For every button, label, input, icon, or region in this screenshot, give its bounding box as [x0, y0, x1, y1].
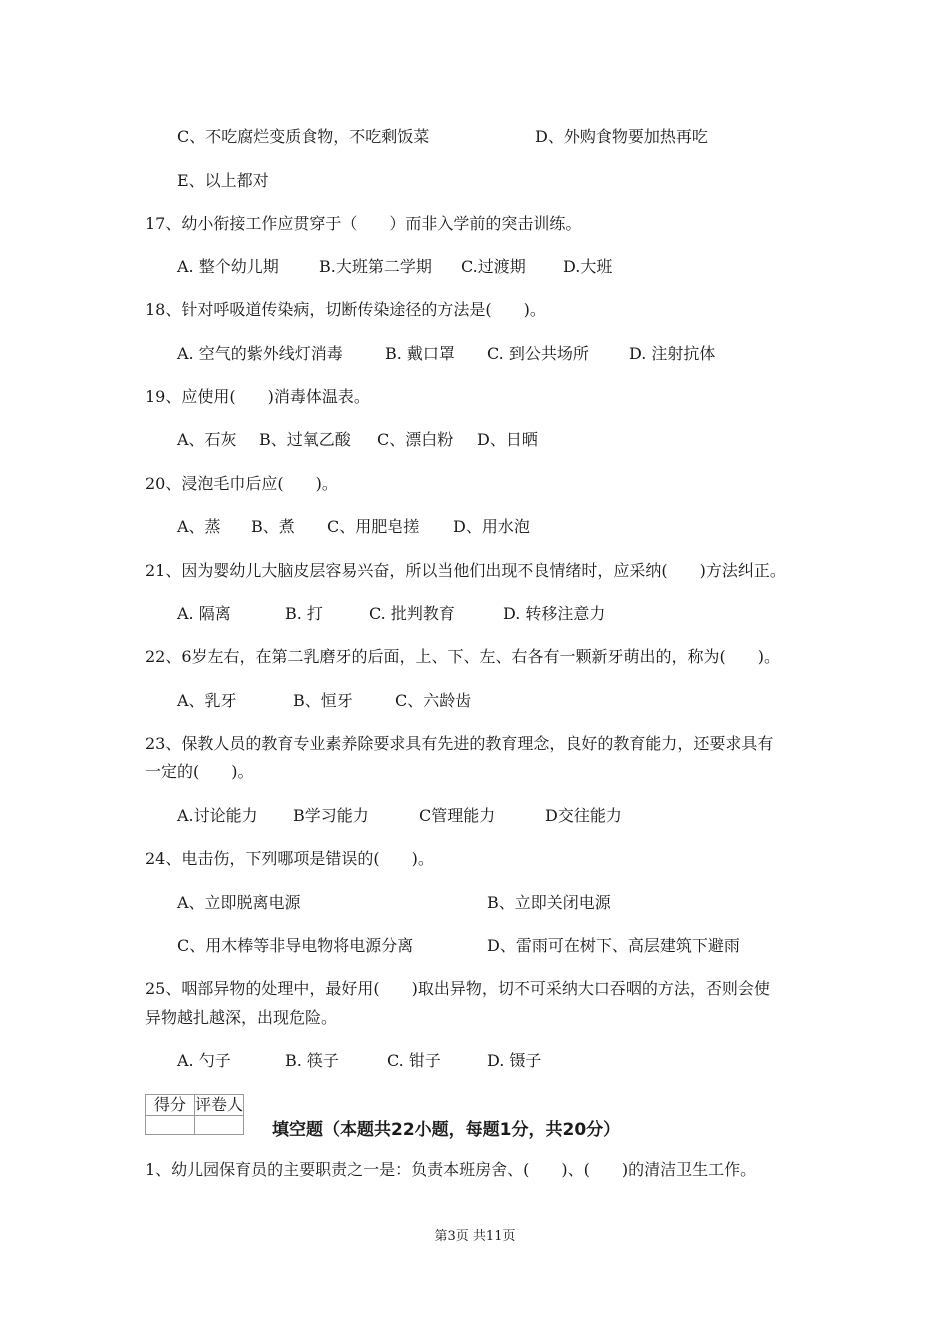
option-text: C. 钳子 — [387, 1051, 441, 1070]
score-box — [145, 1094, 244, 1135]
option-text: A. 空气的紫外线灯消毒 — [177, 344, 343, 363]
question-text: 17、幼小衔接工作应贯穿于（ ）而非入学前的突击训练。 — [145, 214, 582, 233]
option-text: A. 隔离 — [177, 604, 231, 623]
question-text: 22、6岁左右，在第二乳磨牙的后面，上、下、左、右各有一颗新牙萌出的，称为( )。 — [145, 647, 781, 666]
option-text: B、煮 — [251, 517, 295, 536]
option-text: D.大班 — [563, 257, 613, 276]
question-text: 一定的( )。 — [145, 762, 254, 781]
grader-label: 评卷人 — [195, 1095, 244, 1114]
question-text: 异物越扎越深，出现危险。 — [145, 1008, 338, 1027]
option-text: D、用水泡 — [453, 517, 530, 536]
option-text: B、过氧乙酸 — [259, 430, 351, 449]
question-text: 24、电击伤，下列哪项是错误的( )。 — [145, 849, 434, 868]
option-text: B. 打 — [285, 604, 323, 623]
option-text: A. 整个幼儿期 — [177, 257, 279, 276]
option-text: D、雷雨可在树下、高层建筑下避雨 — [487, 936, 740, 955]
option-text: A、乳牙 — [177, 691, 237, 710]
option-text: A.讨论能力 — [177, 806, 258, 825]
question-text: 20、浸泡毛巾后应( )。 — [145, 474, 338, 493]
option-text: D交往能力 — [545, 806, 622, 825]
question-text: 23、保教人员的教育专业素养除要求具有先进的教育理念，良好的教育能力，还要求具有 — [145, 734, 774, 753]
option-text: C、不吃腐烂变质食物，不吃剩饭菜 — [177, 127, 430, 146]
option-text: B、立即关闭电源 — [487, 893, 611, 912]
question-text: 18、针对呼吸道传染病，切断传染途径的方法是( )。 — [145, 300, 546, 319]
option-text: C管理能力 — [419, 806, 496, 825]
option-text: C、用木棒等非导电物将电源分离 — [177, 936, 414, 955]
option-text: D. 转移注意力 — [503, 604, 606, 623]
question-text: 21、因为婴幼儿大脑皮层容易兴奋，所以当他们出现不良情绪时，应采纳( )方法纠正。 — [145, 561, 786, 580]
question-text: 19、应使用( )消毒体温表。 — [145, 387, 370, 406]
option-text: D、外购食物要加热再吃 — [535, 127, 708, 146]
question-text: 25、咽部异物的处理中，最好用( )取出异物，切不可采纳大口吞咽的方法，否则会使 — [145, 979, 770, 998]
question-text: 1、幼儿园保育员的主要职责之一是：负责本班房舍、( )、( )的清洁卫生工作。 — [145, 1160, 757, 1179]
score-label: 得分 — [146, 1095, 195, 1116]
grader-cell — [195, 1116, 244, 1135]
option-text: B、恒牙 — [293, 691, 353, 710]
score-cell — [146, 1116, 195, 1135]
option-text: D. 镊子 — [487, 1051, 542, 1070]
option-text: C、漂白粉 — [377, 430, 454, 449]
option-text: A、石灰 — [177, 430, 237, 449]
option-text: A、蒸 — [177, 517, 221, 536]
option-text: C. 到公共场所 — [487, 344, 589, 363]
option-text: C、用肥皂搓 — [327, 517, 420, 536]
option-text: C、六龄齿 — [395, 691, 472, 710]
option-text: B. 戴口罩 — [385, 344, 455, 363]
option-text: C. 批判教育 — [369, 604, 455, 623]
option-text: E、以上都对 — [177, 171, 269, 190]
option-text: B学习能力 — [293, 806, 369, 825]
section-title: 填空题（本题共22小题，每题1分，共20分） — [272, 1120, 621, 1140]
option-text: B.大班第二学期 — [319, 257, 432, 276]
option-text: A、立即脱离电源 — [177, 893, 301, 912]
option-text: A. 勺子 — [177, 1051, 231, 1070]
option-text: B. 筷子 — [285, 1051, 339, 1070]
page-footer: 第3页 共11页 — [434, 1229, 516, 1244]
option-text: D、日晒 — [477, 430, 538, 449]
option-text: D. 注射抗体 — [629, 344, 716, 363]
option-text: C.过渡期 — [461, 257, 526, 276]
